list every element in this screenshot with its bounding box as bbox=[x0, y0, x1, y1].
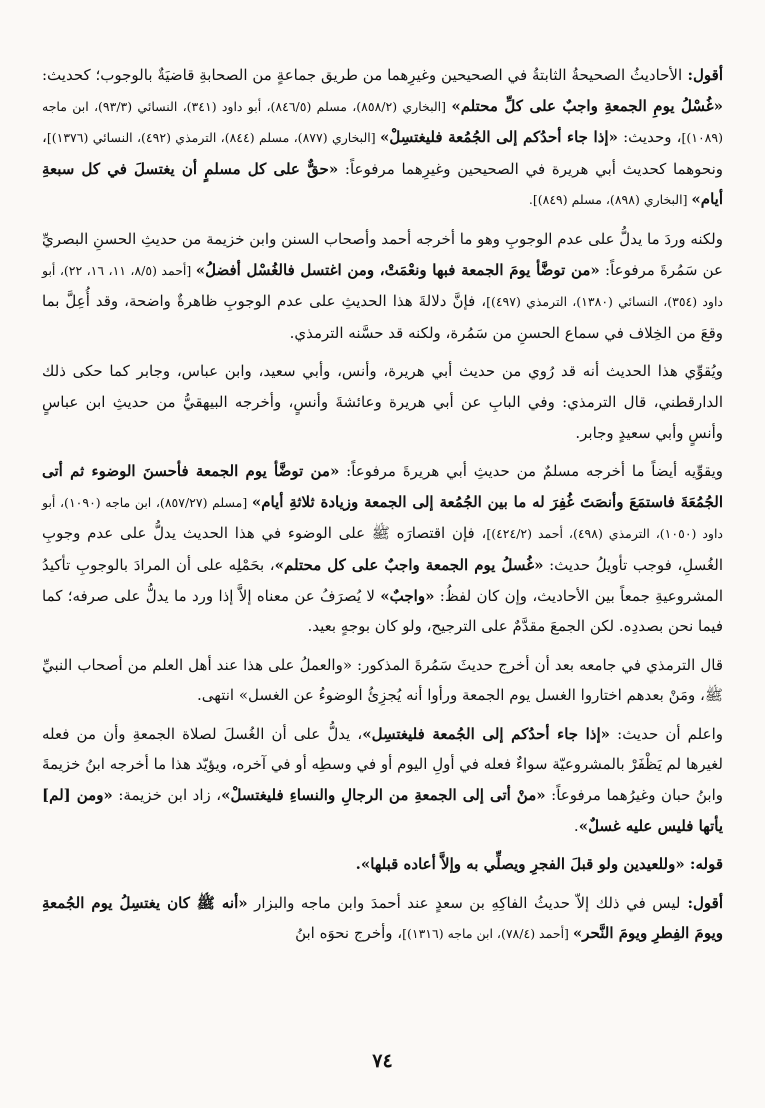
citation-text: [أحمد (٨/٥، ١١، ١٦، ٢٢)، أبو داود (٣٥٤)، النسائي (١٣٨٠)، الترمذي (٤٩٧)] bbox=[42, 262, 723, 310]
citation-text: [مسلم (٨٥٧/٢٧)، ابن ماجه (١٠٩٠)، أبو داود (١٠٥٠)، الترمذي (٤٩٨)، أحمد (٤٢٤/٢)] bbox=[42, 494, 723, 542]
paragraph-p3 bbox=[42, 356, 723, 448]
body-text: ويقوِّيه أيضاً ما أخرجه مسلمٌ من حديثِ أبي هريرةَ مرفوعاً: bbox=[339, 462, 723, 481]
quoted-text: أقول: bbox=[680, 893, 723, 912]
quoted-text: «من توضَّأ يوم الجمعة فأحسنَ الوضوء ثم أتى الجُمُعَةَ فاستمَعَ وأنصَتَ غُفِرَ له ما بين الجُمُعة إلى الجمعة وزيادة ثلاثةِ أيام» bbox=[42, 462, 724, 511]
body-text: لا يُصرَفُ عن معناه إلاَّ إذا ورد ما يدلُّ على صرفه؛ كما فيما نحن بصددِه. لكن الجمعَ مقدَّمٌ على الترجيح، ولو كان بوجهٍ بعيد. bbox=[42, 586, 723, 636]
citation-text: [البخاري (٨٩٨)، مسلم (٨٤٩)]. bbox=[528, 192, 692, 208]
body-text: ، زاد ابن خزيمة: bbox=[112, 786, 222, 805]
quoted-text: «واجبٌ» bbox=[380, 586, 435, 605]
body-text: ليس في ذلك إلاّ حديثُ الفاكِهِ بن سعدٍ عند أحمدَ وابن ماجه والبزار bbox=[247, 893, 681, 912]
paragraph-p6 bbox=[42, 719, 723, 841]
quoted-text: «إذا جاء أحدُكم إلى الجُمعة فليغتسِل» bbox=[362, 724, 611, 743]
body-text: ، بحَمْلِه على أن المرادَ بالوجوبِ تأكيدُ المشروعيةِ جمعاً بين الأحاديث، وإن كان لفظُ: bbox=[42, 555, 723, 605]
body-text: ، فإنَّ دلالةَ هذا الحديثِ على عدم الوجوبِ ظاهرةٌ واضحة، وقد أُعِلَّ بما وقعَ من الخِلاف في سماع الحسنِ من سَمُرة، ولكنه قد حسَّنه الترمذي. bbox=[42, 292, 723, 342]
paragraph-p5 bbox=[42, 650, 723, 711]
quoted-text: أقول: bbox=[682, 66, 723, 84]
quoted-text: «أنه ﷺ كان يغتسِلُ يوم الجُمعةِ ويومَ الفِطرِ ويومَ النَّحر» bbox=[42, 893, 723, 943]
quoted-text: «من توضَّأ يومَ الجمعة فبها ونعْمَتْ، ومن اغتسل فالغُسْل أفضلُ» bbox=[195, 260, 600, 279]
citation-text: [البخاري (٨٧٧)، مسلم (٨٤٤)، الترمذي (٤٩٢)، النسائي (١٣٧٦)] bbox=[46, 130, 380, 146]
paragraph-p8 bbox=[42, 888, 723, 950]
body-text: ، وأخرج نحوَه ابنُ bbox=[295, 924, 403, 943]
body-text: الأحاديثُ الصحيحةُ الثابتةُ في الصحيحين وغيرِهما من طريق جماعةٍ من الصحابةِ قاضيَةٌ بالوجوب؛ كحديث: bbox=[42, 66, 683, 84]
citation-text: [البخاري (٨٥٨/٢)، مسلم (٨٤٦/٥)، أبو داود (٣٤١)، النسائي (٩٣/٣)، ابن ماجه (١٠٨٩)] bbox=[42, 98, 723, 146]
body-text: . bbox=[573, 816, 579, 835]
paragraph-p4 bbox=[42, 456, 723, 642]
quoted-text: «إذا جاء أحدُكم إلى الجُمُعة فليغتسِلْ» bbox=[379, 128, 618, 147]
page-number: ٧٤ bbox=[372, 1050, 393, 1072]
body-text: ، يدلُّ على أن الغُسلَ لصلاة الجمعةِ وأن من فعله لغيرها لم يَظْفَرْ بالمشروعيّة سواءٌ فعله في أولِ اليوم أو في وسطِه أو في آخره، ويؤيّد هذا ما أخرجه ابنُ خزيمةَ وابنُ حبان وغيرُهما مرفوعاً: bbox=[42, 724, 723, 805]
quoted-text: «منْ أتى إلى الجمعةِ من الرجالِ والنساءِ فليغتسلْ» bbox=[221, 786, 546, 805]
paragraph-p2 bbox=[42, 224, 723, 348]
quoted-text: «غُسلُ يوم الجمعة واجبٌ على كل محتلم» bbox=[274, 555, 544, 574]
quoted-text: «ومن [لم] يأتها فليس عليه غسلٌ» bbox=[42, 786, 723, 835]
body-text: واعلم أن حديث: bbox=[610, 724, 723, 743]
body-text: ، ونحوهما كحديث أبي هريرة في الصحيحين وغيرِهما مرفوعاً: bbox=[42, 128, 723, 178]
body-text: ويُقوِّي هذا الحديث أنه قد رُوي من حديث أبي هريرة، وأنس، وأبي سعيد، وابن عباس، وجابر كما حكى ذلك الدارقطني، قال الترمذي: وفي البابِ عن أبي هريرة وعائشةَ وأنسٍ، وأخرجه البيهقيُّ من حديثِ ابن عباسٍ وأنسٍ وأبي سعيدٍ وجابر. bbox=[42, 362, 723, 442]
body-text: ، فإن اقتصارَه ﷺ على الوضوء في هذا الحديث يدلُّ على عدم وجوبِ الغُسلِ، فوجب تأويلُ حديث: bbox=[42, 524, 723, 574]
quoted-text: قوله: «وللعيدين ولو قبلَ الفجرِ ويصلِّي به وإلاَّ أعاده قبلها». bbox=[355, 855, 723, 874]
paragraph-p7 bbox=[42, 849, 723, 880]
quoted-text: «غُسْلُ يومِ الجمعةِ واجبٌ على كلِّ محتلم» bbox=[451, 96, 723, 115]
quoted-text: «حقٌّ على كل مسلمٍ أن يغتسلَ في كل سبعةِ أيام» bbox=[42, 159, 723, 209]
body-text: قال الترمذي في جامعه بعد أن أخرج حديثَ سَمُرةَ المذكور: «والعملُ على هذا عند أهل العلم من أصحاب النبيِّ ﷺ، ومَنْ بعدهم اختاروا الغسل يوم الجمعة ورأوا أنه يُجزِئُ الوضوءُ عن الغسل» انتهى. bbox=[42, 655, 723, 705]
paragraph-p1 bbox=[42, 60, 723, 216]
citation-text: [أحمد (٧٨/٤)، ابن ماجه (١٣١٦)] bbox=[402, 926, 573, 942]
body-text: ، وحديث: bbox=[617, 128, 682, 147]
body-text: ولكنه وردَ ما يدلُّ على عدم الوجوبِ وهو ما أخرجه أحمد وأصحاب السنن وابن خزيمة من حديثِ الحسنِ البصريِّ عن سَمُرةَ مرفوعاً: bbox=[42, 229, 724, 279]
text-body bbox=[42, 60, 723, 950]
